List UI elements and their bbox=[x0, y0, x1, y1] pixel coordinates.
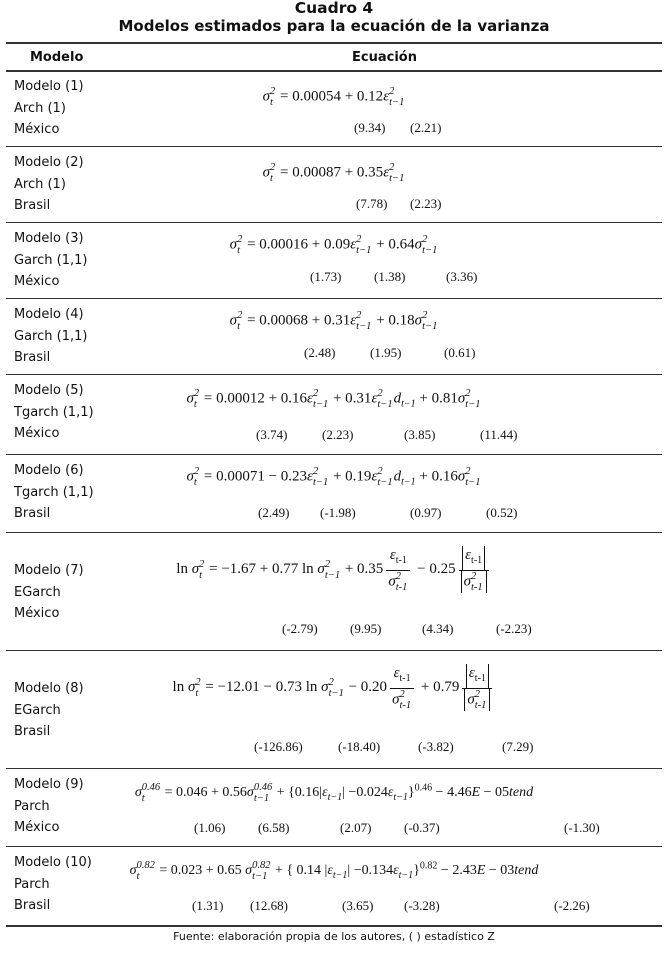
model-label: Modelo (7) bbox=[14, 563, 84, 578]
model-type: Arch (1) bbox=[14, 176, 66, 192]
bottom-rule bbox=[6, 925, 662, 927]
z-stat: (11.44) bbox=[480, 427, 518, 442]
equation: σ 2 t = 0.00012 + 0.16ε 2 t−1 + 0.31ε 2 t−1 $d_{t-1} + 0.81\sigma$ 2 t−1 bbox=[186, 388, 481, 410]
model-label: Modelo (5) bbox=[14, 383, 84, 398]
model-type: Arch (1) bbox=[14, 100, 66, 116]
z-stat: (7.29) bbox=[502, 739, 534, 754]
z-stat: (2.49) bbox=[258, 505, 290, 520]
model-country: México bbox=[14, 820, 60, 835]
z-stat: (1.06) bbox=[194, 820, 226, 835]
model-label: Modelo (6) bbox=[14, 463, 84, 478]
z-stat: (-2.26) bbox=[554, 898, 590, 913]
z-stat: (0.52) bbox=[486, 505, 518, 520]
equation: ln σ 2 t = −12.01 − 0.73 ln σ 2 t−1 − 0.20 $\varepsilon_{t-1}$ σ 2 t-1 + 0.79 $\varepsilon_{t-1}$ σ 2 t-1 bbox=[6, 664, 662, 711]
equation: σ 2 t = 0.00071 − 0.23ε 2 t−1 + 0.19ε 2 t−1 $d_{t-1} + 0.16\sigma$ 2 t−1 bbox=[186, 466, 481, 488]
model-country: Brasil bbox=[14, 198, 51, 213]
table-row bbox=[6, 70, 662, 146]
equation: σ 0.82 t = 0.023 + 0.65 σ 0.82 t−1 + { 0.14 $|\varepsilon_{t-1}| -0.134\varepsilon_{t-1}\}^{0.82} - 2.43E$ − 03tend bbox=[129, 860, 539, 882]
z-stat: (1.95) bbox=[370, 345, 402, 360]
model-label: Modelo (2) bbox=[14, 155, 84, 170]
z-stat: (7.78) bbox=[356, 196, 388, 211]
model-country: México bbox=[14, 122, 60, 137]
z-stat: (1.31) bbox=[192, 898, 224, 913]
z-stat: (12.68) bbox=[250, 898, 288, 913]
model-type: EGarch bbox=[14, 702, 61, 718]
z-stat: (9.95) bbox=[350, 621, 382, 636]
z-stat: (9.34) bbox=[354, 120, 386, 135]
equation: σ 2 t = 0.00087 + 0.35ε 2 t−1 bbox=[262, 162, 405, 184]
model-type: Tgarch (1,1) bbox=[14, 484, 94, 500]
z-stat: (1.73) bbox=[310, 269, 342, 284]
z-stat: (-1.98) bbox=[320, 505, 356, 520]
table-title: Cuadro 4 bbox=[294, 0, 374, 17]
equation: σ 2 t = 0.00016 + 0.09ε 2 t−1 + 0.64σ 2 t−1 bbox=[229, 234, 438, 256]
table-subtitle: Modelos estimados para la ecuación de la varianza bbox=[118, 17, 550, 35]
z-stat: (-3.82) bbox=[418, 739, 454, 754]
model-label: Modelo (8) bbox=[14, 681, 84, 696]
model-type: EGarch bbox=[14, 584, 61, 600]
model-country: Brasil bbox=[14, 506, 51, 521]
z-stat: (-2.79) bbox=[282, 621, 318, 636]
model-type: Garch (1,1) bbox=[14, 252, 88, 268]
z-stat: (2.23) bbox=[322, 427, 354, 442]
z-stat: (2.48) bbox=[304, 345, 336, 360]
table-row bbox=[6, 374, 662, 454]
z-stat: (2.21) bbox=[410, 120, 442, 135]
z-stat: (6.58) bbox=[258, 820, 290, 835]
model-type: Parch bbox=[14, 798, 50, 814]
model-country: México bbox=[14, 606, 60, 621]
z-stat: (-2.23) bbox=[496, 621, 532, 636]
model-type: Tgarch (1,1) bbox=[14, 404, 94, 420]
equation: ln σ 2 t = −1.67 + 0.77 ln σ 2 t−1 + 0.35 $\varepsilon_{t-1}$ σ 2 t-1 − 0.25 $\varepsilon_{t-1}$ σ 2 t-1 bbox=[6, 546, 662, 593]
z-stat: (2.23) bbox=[410, 196, 442, 211]
top-rule bbox=[6, 42, 662, 44]
model-country: Brasil bbox=[14, 898, 51, 913]
header-modelo: Modelo bbox=[30, 50, 84, 65]
model-label: Modelo (10) bbox=[14, 855, 92, 870]
table-row bbox=[6, 298, 662, 374]
model-country: México bbox=[14, 426, 60, 441]
z-stat: (3.74) bbox=[256, 427, 288, 442]
model-type: Garch (1,1) bbox=[14, 328, 88, 344]
model-country: Brasil bbox=[14, 350, 51, 365]
z-stat: (-3.28) bbox=[404, 898, 440, 913]
z-stat: (3.36) bbox=[446, 269, 478, 284]
model-type: Parch bbox=[14, 876, 50, 892]
table-row bbox=[6, 454, 662, 532]
model-country: México bbox=[14, 274, 60, 289]
z-stat: (2.07) bbox=[340, 820, 372, 835]
z-stat: (-1.30) bbox=[564, 820, 600, 835]
equation: σ 0.46 t = 0.046 + 0.56σ 0.46 t−1 + $\{0.16|\varepsilon_{t-1}| -0.024\varepsilon_{t-1}\}^{0.46} - 4.46E$ − 05tend bbox=[134, 782, 534, 804]
table-row bbox=[6, 650, 662, 768]
model-label: Modelo (9) bbox=[14, 777, 84, 792]
table-row bbox=[6, 532, 662, 650]
z-stat: (3.65) bbox=[342, 898, 374, 913]
model-label: Modelo (4) bbox=[14, 307, 84, 322]
z-stat: (4.34) bbox=[422, 621, 454, 636]
z-stat: (-18.40) bbox=[338, 739, 381, 754]
equation: σ 2 t = 0.00068 + 0.31ε 2 t−1 + 0.18σ 2 t−1 bbox=[229, 310, 438, 332]
z-stat: (1.38) bbox=[374, 269, 406, 284]
source-footnote: Fuente: elaboración propia de los autores, ( ) estadístico Z bbox=[173, 930, 495, 943]
z-stat: (-126.86) bbox=[254, 739, 303, 754]
model-label: Modelo (3) bbox=[14, 231, 84, 246]
table-row bbox=[6, 146, 662, 222]
equation: σ 2 t = 0.00054 + 0.12ε 2 t−1 bbox=[262, 86, 405, 108]
table-row bbox=[6, 846, 662, 924]
model-label: Modelo (1) bbox=[14, 79, 84, 94]
z-stat: (0.61) bbox=[444, 345, 476, 360]
table-row bbox=[6, 768, 662, 846]
z-stat: (-0.37) bbox=[404, 820, 440, 835]
model-country: Brasil bbox=[14, 724, 51, 739]
z-stat: (3.85) bbox=[404, 427, 436, 442]
z-stat: (0.97) bbox=[410, 505, 442, 520]
table-row bbox=[6, 222, 662, 298]
header-ecuacion: Ecuación bbox=[352, 50, 417, 65]
